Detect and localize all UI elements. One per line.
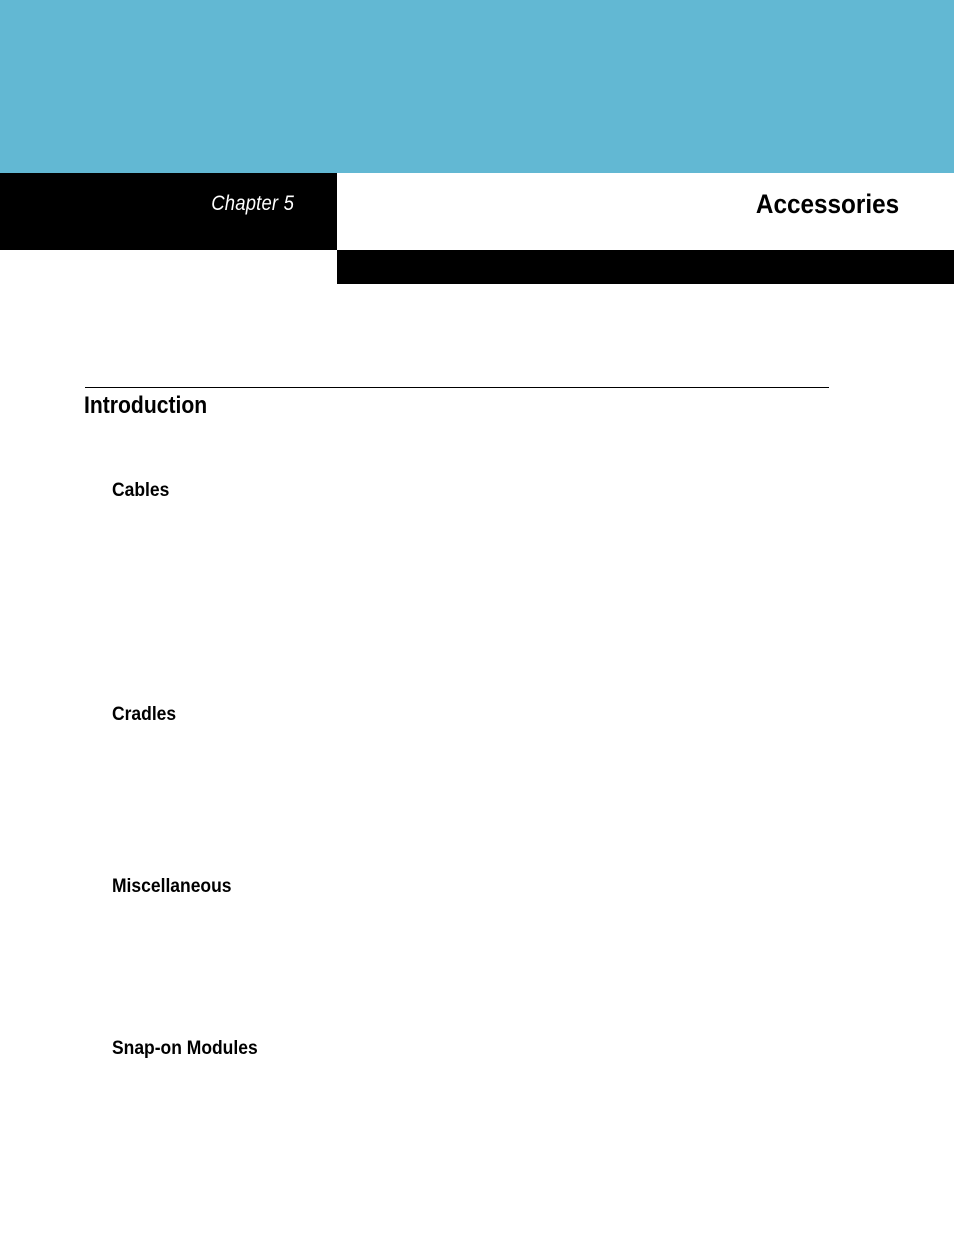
- chapter-title-area: [337, 173, 954, 250]
- title-underbar: [337, 250, 954, 284]
- chapter-label: Chapter 5: [211, 192, 294, 215]
- section-heading-introduction: Introduction: [84, 392, 208, 419]
- header-color-band: [0, 0, 954, 173]
- chapter-title: Accessories: [755, 189, 899, 219]
- chapter-label-box: [0, 173, 337, 250]
- section-divider: [85, 387, 829, 388]
- subheading-snap-on-modules: Snap-on Modules: [112, 1038, 258, 1059]
- subheading-cradles: Cradles: [112, 704, 177, 725]
- subheading-miscellaneous: Miscellaneous: [112, 876, 232, 897]
- subheading-cables: Cables: [112, 480, 170, 501]
